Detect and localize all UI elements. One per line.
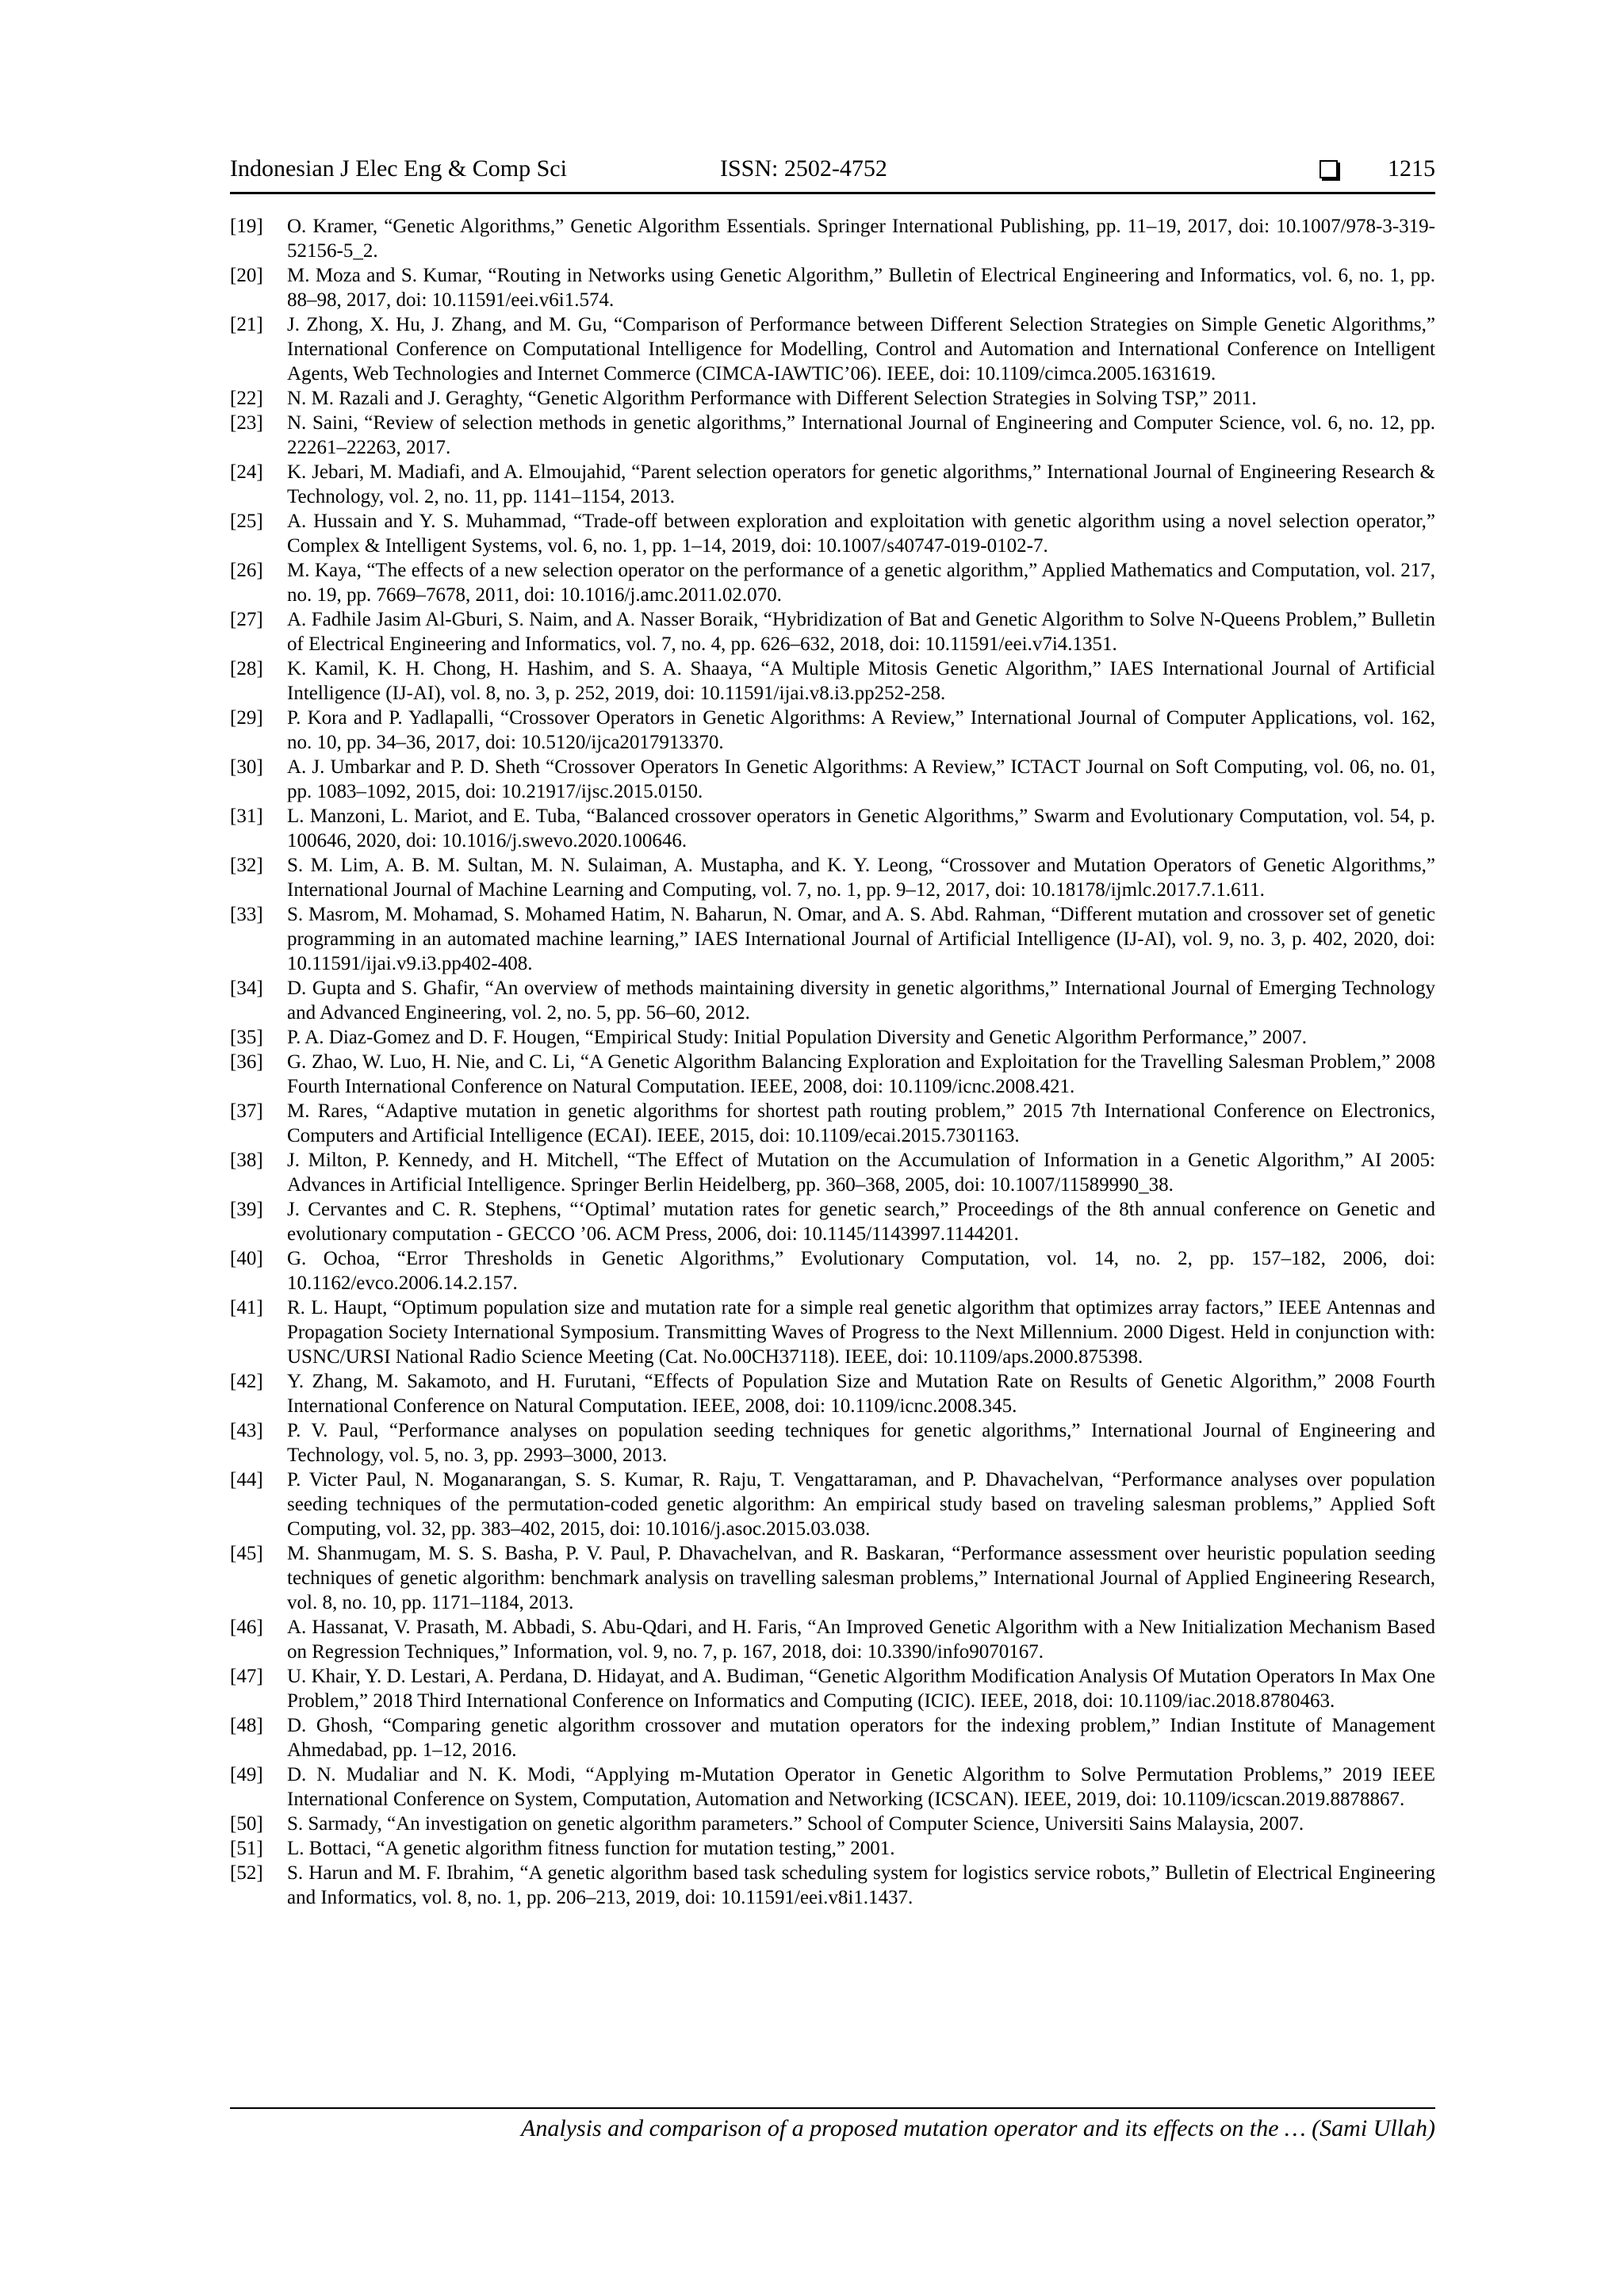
reference-number: [25] xyxy=(230,511,263,532)
reference-text: J. Zhong, X. Hu, J. Zhang, and M. Gu, “Comparison of Performance between Different Selection Strategies on Simple Genetic Algorithms,” International Conference on Computational Intelligence for Modelling, Control and Automation and International Conference on Intelligent Agents, Web Technologies and Internet Commerce (CIMCA-IAWTIC’06). IEEE, doi: 10.1109/cimca.2005.1631619. xyxy=(287,314,1435,385)
reference-text: N. M. Razali and J. Geraghty, “Genetic Algorithm Performance with Different Selection Strategies in Solving TSP,” 2011. xyxy=(287,388,1257,409)
reference-text: Y. Zhang, M. Sakamoto, and H. Furutani, “Effects of Population Size and Mutation Rate on Results of Genetic Algorithm,” 2008 Fourth International Conference on Natural Computation. IEEE, 2008, doi: 10.1109/icnc.2008.345. xyxy=(287,1371,1435,1417)
reference-text: A. Hussain and Y. S. Muhammad, “Trade-off between exploration and exploitation with genetic algorithm using a novel selection operator,” Complex & Intelligent Systems, vol. 6, no. 1, pp. 1–14, 2019, doi: 10.1007/s40747-019-0102-7. xyxy=(287,511,1435,557)
reference-text: S. M. Lim, A. B. M. Sultan, M. N. Sulaiman, A. Mustapha, and K. Y. Leong, “Crossover and Mutation Operators of Genetic Algorithms,” International Journal of Machine Learning and Computing, vol. 7, no. 1, pp. 9–12, 2017, doi: 10.18178/ijmlc.2017.7.1.611. xyxy=(287,855,1435,901)
reference-text: G. Ochoa, “Error Thresholds in Genetic Algorithms,” Evolutionary Computation, vol. 14, no. 2, pp. 157–182, 2006, doi: 10.1162/evco.2006.14.2.157. xyxy=(287,1248,1435,1294)
reference-list xyxy=(230,214,1435,1910)
reference-text: D. N. Mudaliar and N. K. Modi, “Applying m-Mutation Operator in Genetic Algorithm to Solve Permutation Problems,” 2019 IEEE International Conference on System, Computation, Automation and Networking (ICSCAN). IEEE, 2019, doi: 10.1109/icscan.2019.8878867. xyxy=(287,1764,1435,1810)
reference-text: N. Saini, “Review of selection methods in genetic algorithms,” International Journal of Engineering and Computer Science, vol. 6, no. 12, pp. 22261–22263, 2017. xyxy=(287,412,1435,458)
reference-number: [20] xyxy=(230,265,263,286)
reference-item xyxy=(230,460,1435,509)
reference-text: R. L. Haupt, “Optimum population size and mutation rate for a simple real genetic algorithm that optimizes array factors,” IEEE Antennas and Propagation Society International Symposium. Transmitting Waves of Progress to the Next Millennium. 2000 Digest. Held in conjunction with: USNC/URSI National Radio Science Meeting (Cat. No.00CH37118). IEEE, doi: 10.1109/aps.2000.875398. xyxy=(287,1297,1435,1368)
reference-item xyxy=(230,312,1435,386)
reference-number: [29] xyxy=(230,707,263,729)
reference-number: [52] xyxy=(230,1862,263,1884)
footer-running-title: Analysis and comparison of a proposed mutation operator and its effects on the … (Sami Ullah) xyxy=(521,2115,1435,2141)
reference-text: D. Ghosh, “Comparing genetic algorithm crossover and mutation operators for the indexing problem,” Indian Institute of Management Ahmedabad, pp. 1–12, 2016. xyxy=(287,1715,1435,1761)
reference-number: [19] xyxy=(230,216,263,237)
reference-item xyxy=(230,263,1435,312)
reference-number: [40] xyxy=(230,1248,263,1269)
reference-number: [48] xyxy=(230,1715,263,1736)
reference-text: L. Bottaci, “A genetic algorithm fitness function for mutation testing,” 2001. xyxy=(287,1838,895,1859)
reference-item xyxy=(230,1148,1435,1197)
reference-text: P. Victer Paul, N. Moganarangan, S. S. Kumar, R. Raju, T. Vengattaraman, and P. Dhavachelvan, “Performance analyses over population seeding techniques of the permutation-coded genetic algorithm: An empirical study based on traveling salesman problems,” Applied Soft Computing, vol. 32, pp. 383–402, 2015, doi: 10.1016/j.asoc.2015.03.038. xyxy=(287,1469,1435,1540)
reference-item xyxy=(230,1836,1435,1861)
reference-item xyxy=(230,1615,1435,1664)
reference-text: M. Moza and S. Kumar, “Routing in Networks using Genetic Algorithm,” Bulletin of Electrical Engineering and Informatics, vol. 6, no. 1, pp. 88–98, 2017, doi: 10.11591/eei.v6i1.574. xyxy=(287,265,1435,311)
reference-item xyxy=(230,1861,1435,1910)
page-footer xyxy=(230,2107,1435,2142)
reference-text: A. Hassanat, V. Prasath, M. Abbadi, S. Abu-Qdari, and H. Faris, “An Improved Genetic Algorithm with a New Initialization Mechanism Based on Regression Techniques,” Information, vol. 9, no. 7, p. 167, 2018, doi: 10.3390/info9070167. xyxy=(287,1617,1435,1663)
reference-text: G. Zhao, W. Luo, H. Nie, and C. Li, “A Genetic Algorithm Balancing Exploration and Exploitation for the Travelling Salesman Problem,” 2008 Fourth International Conference on Natural Computation. IEEE, 2008, doi: 10.1109/icnc.2008.421. xyxy=(287,1051,1435,1097)
reference-item xyxy=(230,804,1435,853)
reference-text: P. A. Diaz-Gomez and D. F. Hougen, “Empirical Study: Initial Population Diversity and Genetic Algorithm Performance,” 2007. xyxy=(287,1027,1307,1048)
reference-item xyxy=(230,976,1435,1025)
reference-text: S. Sarmady, “An investigation on genetic algorithm parameters.” School of Computer Science, Universiti Sains Malaysia, 2007. xyxy=(287,1813,1304,1835)
reference-item xyxy=(230,1099,1435,1148)
reference-item xyxy=(230,1025,1435,1050)
reference-text: M. Shanmugam, M. S. S. Basha, P. V. Paul, P. Dhavachelvan, and R. Baskaran, “Performance assessment over heuristic population seeding techniques of genetic algorithm: benchmark analysis on travelling salesman problems,” International Journal of Applied Engineering Research, vol. 8, no. 10, pp. 1171–1184, 2013. xyxy=(287,1543,1435,1613)
reference-number: [38] xyxy=(230,1150,263,1171)
reference-number: [21] xyxy=(230,314,263,335)
reference-item xyxy=(230,1762,1435,1812)
reference-text: K. Jebari, M. Madiafi, and A. Elmoujahid, “Parent selection operators for genetic algorithms,” International Journal of Engineering Research & Technology, vol. 2, no. 11, pp. 1141–1154, 2013. xyxy=(287,461,1435,507)
reference-text: P. Kora and P. Yadlapalli, “Crossover Operators in Genetic Algorithms: A Review,” International Journal of Computer Applications, vol. 162, no. 10, pp. 34–36, 2017, doi: 10.5120/ijca2017913370. xyxy=(287,707,1435,753)
reference-text: D. Gupta and S. Ghafir, “An overview of methods maintaining diversity in genetic algorithms,” International Journal of Emerging Technology and Advanced Engineering, vol. 2, no. 5, pp. 56–60, 2012. xyxy=(287,978,1435,1024)
reference-number: [30] xyxy=(230,756,263,778)
reference-number: [31] xyxy=(230,806,263,827)
reference-text: S. Harun and M. F. Ibrahim, “A genetic algorithm based task scheduling system for logistics service robots,” Bulletin of Electrical Engineering and Informatics, vol. 8, no. 1, pp. 206–213, 2019, doi: 10.11591/eei.v8i1.1437. xyxy=(287,1862,1435,1908)
reference-text: O. Kramer, “Genetic Algorithms,” Genetic Algorithm Essentials. Springer International Publishing, pp. 11–19, 2017, doi: 10.1007/978-3-319-52156-5_2. xyxy=(287,216,1435,262)
reference-text: K. Kamil, K. H. Chong, H. Hashim, and S. A. Shaaya, “A Multiple Mitosis Genetic Algorithm,” IAES International Journal of Artificial Intelligence (IJ-AI), vol. 8, no. 3, p. 252, 2019, doi: 10.11591/ijai.v8.i3.pp252-258. xyxy=(287,658,1435,704)
reference-item xyxy=(230,386,1435,411)
reference-number: [42] xyxy=(230,1371,263,1392)
reference-text: M. Kaya, “The effects of a new selection operator on the performance of a genetic algorithm,” Applied Mathematics and Computation, vol. 217, no. 19, pp. 7669–7678, 2011, doi: 10.1016/j.amc.2011.02.070. xyxy=(287,560,1435,606)
page-header xyxy=(230,152,1435,194)
reference-item xyxy=(230,214,1435,263)
reference-text: A. Fadhile Jasim Al-Gburi, S. Naim, and A. Nasser Boraik, “Hybridization of Bat and Genetic Algorithm to Solve N-Queens Problem,” Bulletin of Electrical Engineering and Informatics, vol. 7, no. 4, pp. 626–632, 2018, doi: 10.11591/eei.v7i4.1351. xyxy=(287,609,1435,655)
reference-item xyxy=(230,1197,1435,1246)
reference-number: [47] xyxy=(230,1666,263,1687)
reference-text: J. Milton, P. Kennedy, and H. Mitchell, “The Effect of Mutation on the Accumulation of Information in a Genetic Algorithm,” AI 2005: Advances in Artificial Intelligence. Springer Berlin Heidelberg, pp. 360–368, 2005, doi: 10.1007/11589990_38. xyxy=(287,1150,1435,1196)
reference-item xyxy=(230,607,1435,656)
reference-item xyxy=(230,1541,1435,1615)
reference-item xyxy=(230,411,1435,460)
reference-item xyxy=(230,1713,1435,1762)
reference-number: [50] xyxy=(230,1813,263,1835)
reference-number: [28] xyxy=(230,658,263,679)
reference-item xyxy=(230,1050,1435,1099)
reference-item xyxy=(230,1246,1435,1295)
reference-number: [27] xyxy=(230,609,263,630)
reference-number: [34] xyxy=(230,978,263,999)
reference-number: [32] xyxy=(230,855,263,876)
reference-item xyxy=(230,1812,1435,1836)
reference-number: [23] xyxy=(230,412,263,434)
reference-number: [41] xyxy=(230,1297,263,1318)
reference-item xyxy=(230,706,1435,755)
reference-number: [46] xyxy=(230,1617,263,1638)
reference-number: [51] xyxy=(230,1838,263,1859)
reference-number: [35] xyxy=(230,1027,263,1048)
reference-text: M. Rares, “Adaptive mutation in genetic algorithms for shortest path routing problem,” 2015 7th International Conference on Electronics, Computers and Artificial Intelligence (ECAI). IEEE, 2015, doi: 10.1109/ecai.2015.7301163. xyxy=(287,1100,1435,1146)
reference-number: [26] xyxy=(230,560,263,581)
square-box-icon xyxy=(1320,160,1338,178)
reference-text: U. Khair, Y. D. Lestari, A. Perdana, D. Hidayat, and A. Budiman, “Genetic Algorithm Modification Analysis Of Mutation Operators In Max One Problem,” 2018 Third International Conference on Informatics and Computing (ICIC). IEEE, 2018, doi: 10.1109/iac.2018.8780463. xyxy=(287,1666,1435,1712)
reference-text: P. V. Paul, “Performance analyses on population seeding techniques for genetic algorithms,” International Journal of Engineering and Technology, vol. 5, no. 3, pp. 2993–3000, 2013. xyxy=(287,1420,1435,1466)
reference-number: [24] xyxy=(230,461,263,483)
reference-number: [49] xyxy=(230,1764,263,1785)
page-number: 1215 xyxy=(1388,155,1435,182)
reference-item xyxy=(230,902,1435,976)
reference-item xyxy=(230,853,1435,902)
reference-item xyxy=(230,1468,1435,1541)
reference-number: [22] xyxy=(230,388,263,409)
reference-item xyxy=(230,1418,1435,1468)
reference-number: [39] xyxy=(230,1199,263,1220)
reference-text: J. Cervantes and C. R. Stephens, “‘Optimal’ mutation rates for genetic search,” Proceedings of the 8th annual conference on Genetic and evolutionary computation - GECCO ’06. ACM Press, 2006, doi: 10.1145/1143997.1144201. xyxy=(287,1199,1435,1245)
reference-text: L. Manzoni, L. Mariot, and E. Tuba, “Balanced crossover operators in Genetic Algorithms,” Swarm and Evolutionary Computation, vol. 54, p. 100646, 2020, doi: 10.1016/j.swevo.2020.100646. xyxy=(287,806,1435,851)
reference-item xyxy=(230,656,1435,706)
reference-text: A. J. Umbarkar and P. D. Sheth “Crossover Operators In Genetic Algorithms: A Review,” ICTACT Journal on Soft Computing, vol. 06, no. 01, pp. 1083–1092, 2015, doi: 10.21917/ijsc.2015.0150. xyxy=(287,756,1435,802)
reference-number: [37] xyxy=(230,1100,263,1122)
reference-item xyxy=(230,1369,1435,1418)
reference-text: S. Masrom, M. Mohamad, S. Mohamed Hatim, N. Baharun, N. Omar, and A. S. Abd. Rahman, “Different mutation and crossover set of genetic programming in an automated machine learning,” IAES International Journal of Artificial Intelligence (IJ-AI), vol. 9, no. 3, p. 402, 2020, doi: 10.11591/ijai.v9.i3.pp402-408. xyxy=(287,904,1435,974)
reference-item xyxy=(230,509,1435,558)
reference-item xyxy=(230,1295,1435,1369)
reference-number: [36] xyxy=(230,1051,263,1073)
issn-label: ISSN: 2502-4752 xyxy=(720,155,887,182)
reference-number: [33] xyxy=(230,904,263,925)
journal-name: Indonesian J Elec Eng & Comp Sci xyxy=(230,155,567,182)
reference-number: [43] xyxy=(230,1420,263,1441)
reference-item xyxy=(230,755,1435,804)
reference-item xyxy=(230,558,1435,607)
reference-item xyxy=(230,1664,1435,1713)
reference-number: [44] xyxy=(230,1469,263,1490)
reference-number: [45] xyxy=(230,1543,263,1564)
